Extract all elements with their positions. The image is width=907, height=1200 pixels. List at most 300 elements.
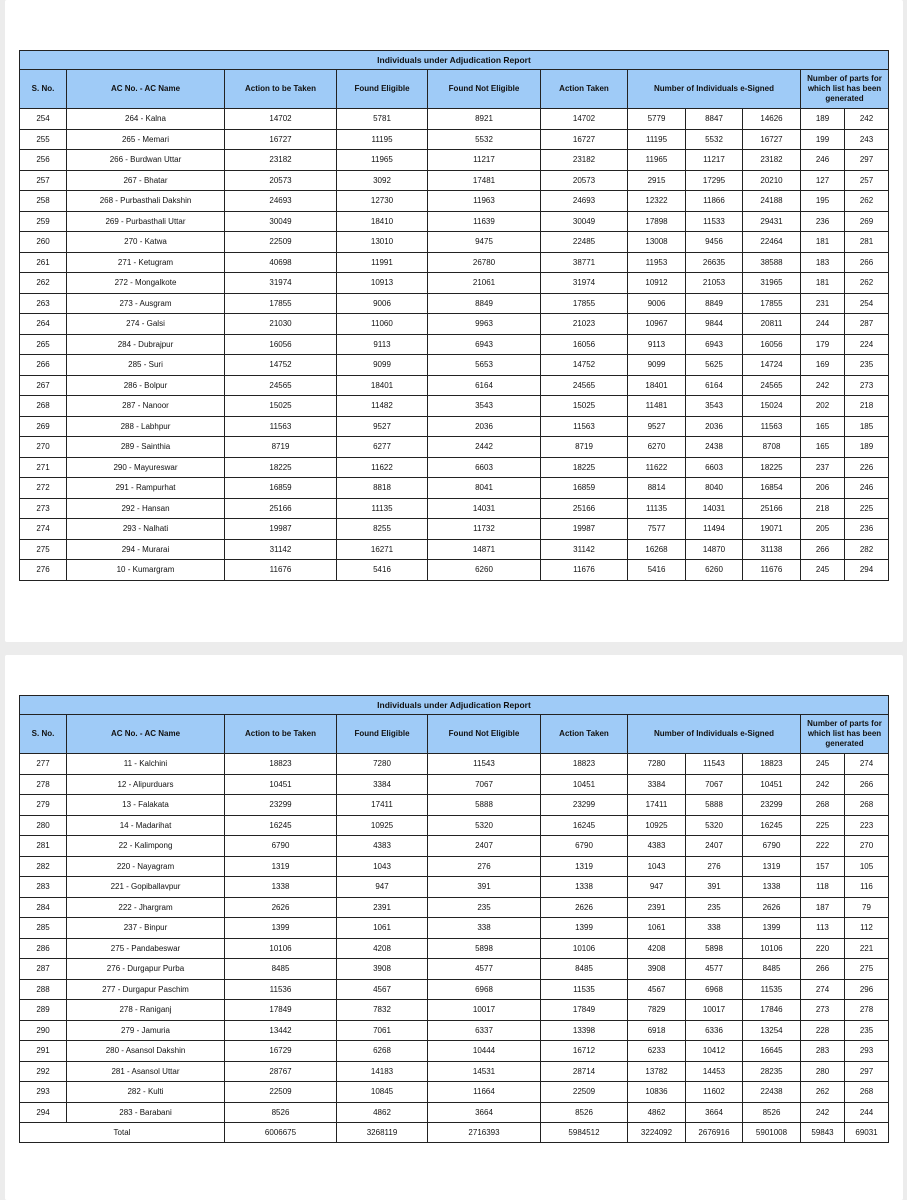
table-cell: 22509 [541, 1082, 628, 1103]
table-cell: 19987 [541, 519, 628, 540]
table-cell: 277 - Durgapur Paschim [67, 979, 225, 1000]
table-cell: 273 [20, 498, 67, 519]
table-cell: 127 [801, 170, 845, 191]
table-cell: 220 [801, 938, 845, 959]
table-cell: 1399 [541, 918, 628, 939]
table-cell: 276 - Durgapur Purba [67, 959, 225, 980]
table-row [20, 1061, 889, 1082]
table-cell: 282 [20, 856, 67, 877]
table-cell: 947 [337, 877, 428, 898]
table-cell: 283 - Barabani [67, 1102, 225, 1123]
table-cell: 11991 [337, 252, 428, 273]
table-cell: 7829 [628, 1000, 686, 1021]
table-cell: 28235 [743, 1061, 801, 1082]
table-cell: 8255 [337, 519, 428, 540]
table-cell: 9527 [628, 416, 686, 437]
table-cell: 236 [845, 519, 889, 540]
table-cell: 11195 [337, 129, 428, 150]
table-cell: 283 [801, 1041, 845, 1062]
table-cell: 4862 [337, 1102, 428, 1123]
total-cell: 6006675 [225, 1123, 337, 1143]
table-cell: 8526 [743, 1102, 801, 1123]
table-cell: 20811 [743, 314, 801, 335]
table-cell: 4383 [628, 836, 686, 857]
table-cell: 24188 [743, 191, 801, 212]
table-cell: 245 [801, 560, 845, 581]
table-row [20, 856, 889, 877]
table-row [20, 1102, 889, 1123]
table-cell: 4208 [628, 938, 686, 959]
table-cell: 270 [20, 437, 67, 458]
table-cell: 242 [801, 774, 845, 795]
table-cell: 17898 [628, 211, 686, 232]
table-cell: 11563 [743, 416, 801, 437]
table-cell: 11533 [686, 211, 743, 232]
table-cell: 11217 [686, 150, 743, 171]
table-cell: 278 [20, 774, 67, 795]
table-cell: 5779 [628, 109, 686, 130]
table-cell: 11135 [628, 498, 686, 519]
table-cell: 23299 [541, 795, 628, 816]
table-cell: 255 [20, 129, 67, 150]
table-cell: 8485 [225, 959, 337, 980]
table-cell: 236 [801, 211, 845, 232]
table-cell: 18401 [628, 375, 686, 396]
table-cell: 189 [845, 437, 889, 458]
table-cell: 23182 [743, 150, 801, 171]
table-cell: 165 [801, 437, 845, 458]
total-cell: 69031 [845, 1123, 889, 1143]
table-cell: 242 [801, 375, 845, 396]
col-header-found-eligible: Found Eligible [337, 70, 428, 109]
table-cell: 10 - Kumargram [67, 560, 225, 581]
table-cell: 254 [20, 109, 67, 130]
table-cell: 25166 [541, 498, 628, 519]
table-row [20, 877, 889, 898]
table-cell: 284 - Dubrajpur [67, 334, 225, 355]
table-row [20, 211, 889, 232]
col-header-found-eligible: Found Eligible [337, 715, 428, 754]
table-cell: 266 [801, 959, 845, 980]
table-cell: 245 [801, 754, 845, 775]
table-cell: 1319 [541, 856, 628, 877]
table-cell: 14702 [541, 109, 628, 130]
table-cell: 235 [428, 897, 541, 918]
table-cell: 31974 [541, 273, 628, 294]
table-row [20, 539, 889, 560]
table-cell: 7067 [686, 774, 743, 795]
table-cell: 16245 [225, 815, 337, 836]
table-cell: 20573 [225, 170, 337, 191]
table-cell: 16727 [541, 129, 628, 150]
table-cell: 2442 [428, 437, 541, 458]
table-cell: 3384 [337, 774, 428, 795]
table-cell: 282 - Kulti [67, 1082, 225, 1103]
table-cell: 29431 [743, 211, 801, 232]
table-cell: 17481 [428, 170, 541, 191]
table-cell: 254 [845, 293, 889, 314]
table-cell: 3543 [428, 396, 541, 417]
table-cell: 264 [20, 314, 67, 335]
table-cell: 11953 [628, 252, 686, 273]
table-cell: 218 [801, 498, 845, 519]
table-cell: 221 - Gopiballavpur [67, 877, 225, 898]
table-cell: 1399 [225, 918, 337, 939]
table-cell: 18401 [337, 375, 428, 396]
table-cell: 3664 [428, 1102, 541, 1123]
table-cell: 28714 [541, 1061, 628, 1082]
table-cell: 242 [845, 109, 889, 130]
table-cell: 113 [801, 918, 845, 939]
table-cell: 2626 [225, 897, 337, 918]
table-cell: 290 [20, 1020, 67, 1041]
table-cell: 112 [845, 918, 889, 939]
table-cell: 277 [20, 754, 67, 775]
table-cell: 8041 [428, 478, 541, 499]
table-cell: 266 [845, 252, 889, 273]
table-cell: 9113 [337, 334, 428, 355]
report-title: Individuals under Adjudication Report [20, 696, 889, 715]
table-cell: 13008 [628, 232, 686, 253]
table-cell: 10412 [686, 1041, 743, 1062]
table-cell: 12730 [337, 191, 428, 212]
table-cell: 16712 [541, 1041, 628, 1062]
table-cell: 271 - Ketugram [67, 252, 225, 273]
table-row [20, 396, 889, 417]
table-cell: 279 - Jamuria [67, 1020, 225, 1041]
table-cell: 17855 [225, 293, 337, 314]
total-cell: 5984512 [541, 1123, 628, 1143]
table-cell: 271 [20, 457, 67, 478]
table-cell: 10967 [628, 314, 686, 335]
table-cell: 276 [686, 856, 743, 877]
table-cell: 268 [20, 396, 67, 417]
table-cell: 270 - Katwa [67, 232, 225, 253]
table-cell: 1338 [541, 877, 628, 898]
table-cell: 5532 [428, 129, 541, 150]
table-cell: 14626 [743, 109, 801, 130]
table-cell: 4567 [628, 979, 686, 1000]
table-cell: 5625 [686, 355, 743, 376]
col-header-found-not-eligible: Found Not Eligible [428, 715, 541, 754]
table-cell: 9099 [337, 355, 428, 376]
table-cell: 274 [20, 519, 67, 540]
table-cell: 11965 [628, 150, 686, 171]
table-cell: 5898 [428, 938, 541, 959]
table-cell: 246 [845, 478, 889, 499]
table-cell: 2626 [541, 897, 628, 918]
table-cell: 8849 [686, 293, 743, 314]
table-cell: 16729 [225, 1041, 337, 1062]
table-cell: 14752 [541, 355, 628, 376]
table-cell: 23182 [541, 150, 628, 171]
table-cell: 221 [845, 938, 889, 959]
table-cell: 225 [801, 815, 845, 836]
table-cell: 25166 [743, 498, 801, 519]
table-cell: 195 [801, 191, 845, 212]
table-row [20, 815, 889, 836]
table-cell: 31142 [225, 539, 337, 560]
table-cell: 118 [801, 877, 845, 898]
col-header-esigned: Number of Individuals e-Signed [628, 70, 801, 109]
table-cell: 1319 [225, 856, 337, 877]
table-cell: 274 [845, 754, 889, 775]
table-cell: 1319 [743, 856, 801, 877]
table-cell: 278 [845, 1000, 889, 1021]
table-cell: 17849 [541, 1000, 628, 1021]
table-cell: 258 [20, 191, 67, 212]
table-cell: 282 [845, 539, 889, 560]
table-cell: 222 - Jhargram [67, 897, 225, 918]
table-cell: 9844 [686, 314, 743, 335]
table-cell: 14183 [337, 1061, 428, 1082]
table-row [20, 754, 889, 775]
table-cell: 235 [845, 355, 889, 376]
table-cell: 6277 [337, 437, 428, 458]
table-cell: 222 [801, 836, 845, 857]
table-cell: 262 [20, 273, 67, 294]
table-cell: 1399 [743, 918, 801, 939]
table-cell: 187 [801, 897, 845, 918]
table-cell: 278 - Raniganj [67, 1000, 225, 1021]
table-cell: 289 - Sainthia [67, 437, 225, 458]
table-cell: 189 [801, 109, 845, 130]
table-cell: 11536 [225, 979, 337, 1000]
table-cell: 20210 [743, 170, 801, 191]
table-cell: 13442 [225, 1020, 337, 1041]
table-cell: 290 - Mayureswar [67, 457, 225, 478]
table-cell: 23299 [225, 795, 337, 816]
table-cell: 11481 [628, 396, 686, 417]
table-cell: 268 [845, 1082, 889, 1103]
table-cell: 288 - Labhpur [67, 416, 225, 437]
col-header-action-taken: Action Taken [541, 70, 628, 109]
table-cell: 6943 [428, 334, 541, 355]
table-cell: 6790 [541, 836, 628, 857]
table-cell: 2036 [686, 416, 743, 437]
table-cell: 242 [801, 1102, 845, 1123]
table-row [20, 170, 889, 191]
table-cell: 294 [20, 1102, 67, 1123]
table-cell: 293 [20, 1082, 67, 1103]
table-cell: 291 [20, 1041, 67, 1062]
table-cell: 9963 [428, 314, 541, 335]
table-cell: 10106 [225, 938, 337, 959]
table-cell: 10017 [686, 1000, 743, 1021]
table-cell: 294 - Murarai [67, 539, 225, 560]
table-cell: 279 [20, 795, 67, 816]
table-row [20, 314, 889, 335]
table-cell: 8485 [541, 959, 628, 980]
table-cell: 179 [801, 334, 845, 355]
table-cell: 16727 [743, 129, 801, 150]
table-cell: 1061 [628, 918, 686, 939]
table-cell: 10845 [337, 1082, 428, 1103]
table-cell: 287 [20, 959, 67, 980]
table-cell: 16854 [743, 478, 801, 499]
table-cell: 18823 [743, 754, 801, 775]
table-cell: 28767 [225, 1061, 337, 1082]
table-cell: 2391 [628, 897, 686, 918]
table-cell: 244 [845, 1102, 889, 1123]
table-row [20, 938, 889, 959]
table-row [20, 355, 889, 376]
table-cell: 293 [845, 1041, 889, 1062]
table-cell: 281 [845, 232, 889, 253]
table-cell: 2407 [428, 836, 541, 857]
table-cell: 14752 [225, 355, 337, 376]
table-cell: 11535 [743, 979, 801, 1000]
table-cell: 17411 [337, 795, 428, 816]
table-row [20, 1020, 889, 1041]
table-cell: 274 - Galsi [67, 314, 225, 335]
table-cell: 1061 [337, 918, 428, 939]
table-cell: 31138 [743, 539, 801, 560]
table-cell: 24693 [225, 191, 337, 212]
table-cell: 280 [20, 815, 67, 836]
table-cell: 16645 [743, 1041, 801, 1062]
table-cell: 24565 [225, 375, 337, 396]
table-row [20, 375, 889, 396]
table-cell: 1338 [743, 877, 801, 898]
table-cell: 228 [801, 1020, 845, 1041]
table-cell: 272 - Mongalkote [67, 273, 225, 294]
table-cell: 3664 [686, 1102, 743, 1123]
table-cell: 297 [845, 1061, 889, 1082]
table-cell: 79 [845, 897, 889, 918]
table-cell: 116 [845, 877, 889, 898]
table-cell: 16859 [541, 478, 628, 499]
table-cell: 13 - Falakata [67, 795, 225, 816]
table-cell: 6943 [686, 334, 743, 355]
table-cell: 7832 [337, 1000, 428, 1021]
table-row [20, 334, 889, 355]
table-cell: 9475 [428, 232, 541, 253]
table-cell: 14724 [743, 355, 801, 376]
table-cell: 30049 [541, 211, 628, 232]
table-cell: 287 [845, 314, 889, 335]
table-cell: 10451 [225, 774, 337, 795]
table-cell: 243 [845, 129, 889, 150]
table-cell: 338 [428, 918, 541, 939]
table-cell: 6260 [428, 560, 541, 581]
table-cell: 8847 [686, 109, 743, 130]
table-cell: 5320 [686, 815, 743, 836]
total-row [20, 1123, 889, 1143]
table-cell: 1043 [628, 856, 686, 877]
table-cell: 257 [845, 170, 889, 191]
table-cell: 7061 [337, 1020, 428, 1041]
table-cell: 157 [801, 856, 845, 877]
table-cell: 22464 [743, 232, 801, 253]
report-page-1 [5, 0, 903, 642]
table-cell: 7577 [628, 519, 686, 540]
table-cell: 12 - Alipurduars [67, 774, 225, 795]
table-cell: 292 [20, 1061, 67, 1082]
table-cell: 275 [845, 959, 889, 980]
table-cell: 220 - Nayagram [67, 856, 225, 877]
table-body-1 [20, 109, 889, 581]
table-cell: 4383 [337, 836, 428, 857]
table-cell: 18823 [541, 754, 628, 775]
table-cell: 16056 [541, 334, 628, 355]
table-cell: 24693 [541, 191, 628, 212]
table-cell: 231 [801, 293, 845, 314]
table-cell: 286 - Bolpur [67, 375, 225, 396]
table-cell: 16727 [225, 129, 337, 150]
table-cell: 272 [20, 478, 67, 499]
table-cell: 8719 [541, 437, 628, 458]
table-cell: 5653 [428, 355, 541, 376]
table-cell: 26780 [428, 252, 541, 273]
table-cell: 10017 [428, 1000, 541, 1021]
table-cell: 8719 [225, 437, 337, 458]
table-cell: 280 [801, 1061, 845, 1082]
table-cell: 11622 [628, 457, 686, 478]
table-cell: 18823 [225, 754, 337, 775]
table-cell: 4567 [337, 979, 428, 1000]
table-row [20, 519, 889, 540]
table-cell: 6337 [428, 1020, 541, 1041]
table-cell: 8814 [628, 478, 686, 499]
table-cell: 223 [845, 815, 889, 836]
table-cell: 286 [20, 938, 67, 959]
table-cell: 2915 [628, 170, 686, 191]
table-row [20, 836, 889, 857]
table-cell: 268 [801, 795, 845, 816]
table-cell: 261 [20, 252, 67, 273]
table-cell: 202 [801, 396, 845, 417]
table-cell: 15025 [541, 396, 628, 417]
table-cell: 7067 [428, 774, 541, 795]
table-cell: 283 [20, 877, 67, 898]
adjudication-table-2 [19, 695, 889, 1143]
table-cell: 11622 [337, 457, 428, 478]
table-cell: 181 [801, 273, 845, 294]
table-row [20, 293, 889, 314]
table-cell: 289 [20, 1000, 67, 1021]
total-cell: 5901008 [743, 1123, 801, 1143]
table-cell: 281 - Asansol Uttar [67, 1061, 225, 1082]
table-cell: 6603 [428, 457, 541, 478]
table-row [20, 457, 889, 478]
table-cell: 276 [20, 560, 67, 581]
table-cell: 31974 [225, 273, 337, 294]
table-cell: 265 [20, 334, 67, 355]
table-row [20, 129, 889, 150]
table-cell: 11060 [337, 314, 428, 335]
table-cell: 391 [428, 877, 541, 898]
table-row [20, 109, 889, 130]
table-cell: 293 - Nalhati [67, 519, 225, 540]
table-cell: 8921 [428, 109, 541, 130]
table-cell: 11965 [337, 150, 428, 171]
table-cell: 13398 [541, 1020, 628, 1041]
table-cell: 14031 [428, 498, 541, 519]
table-cell: 18225 [225, 457, 337, 478]
table-cell: 391 [686, 877, 743, 898]
table-cell: 268 [845, 795, 889, 816]
table-row [20, 795, 889, 816]
table-cell: 11 - Kalchini [67, 754, 225, 775]
table-cell: 10444 [428, 1041, 541, 1062]
total-cell: 59843 [801, 1123, 845, 1143]
table-cell: 266 [845, 774, 889, 795]
table-cell: 265 - Memari [67, 129, 225, 150]
table-cell: 11676 [541, 560, 628, 581]
table-cell: 14871 [428, 539, 541, 560]
table-cell: 9456 [686, 232, 743, 253]
